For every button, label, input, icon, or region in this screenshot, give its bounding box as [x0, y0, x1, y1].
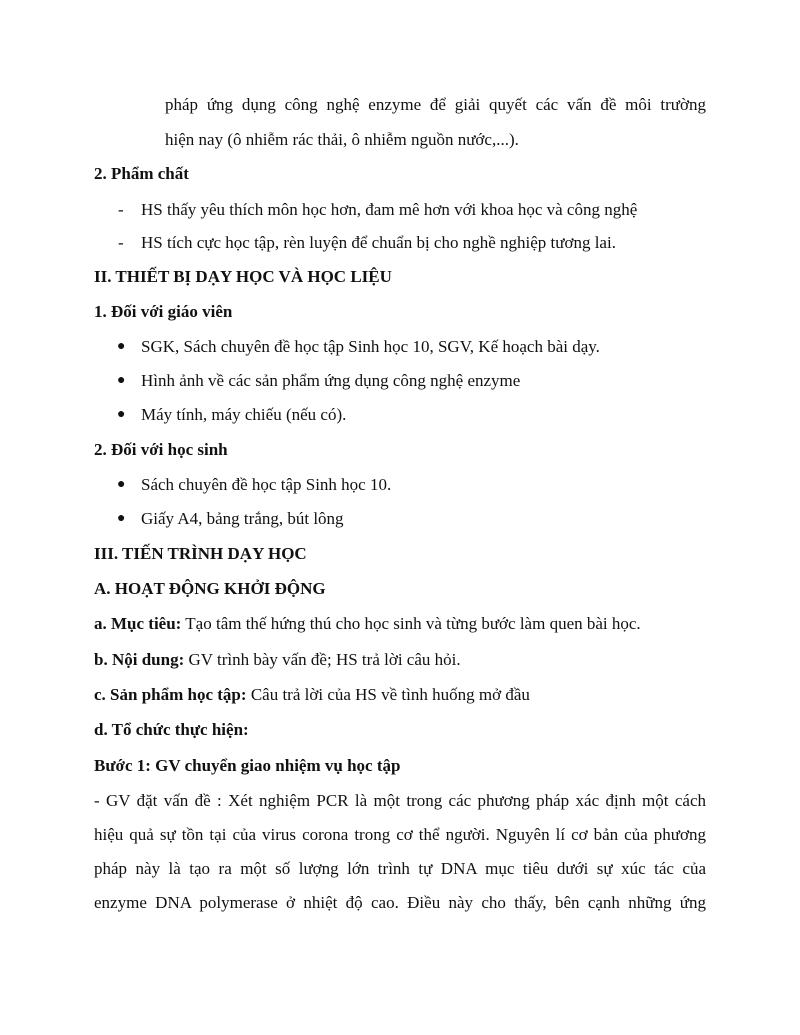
section-heading-a: A. HOẠT ĐỘNG KHỞI ĐỘNG: [94, 579, 326, 598]
noi-dung-text: GV trình bày vấn đề; HS trả lời câu hỏi.: [184, 650, 461, 669]
list-item-text: HS thấy yêu thích môn học hơn, đam mê hơn với khoa học và công nghệ: [141, 200, 638, 219]
intro-line-1: pháp ứng dụng công nghệ enzyme để giải quyết các vấn đề môi trường: [165, 95, 706, 114]
muc-tieu-line: [94, 613, 641, 635]
san-pham-line: [94, 684, 530, 706]
bullet-marker: ●: [117, 373, 126, 388]
section-heading-ii: II. THIẾT BỊ DẠY HỌC VÀ HỌC LIỆU: [94, 267, 392, 286]
bullet-marker: ●: [117, 407, 126, 422]
list-item-text: Máy tính, máy chiếu (nếu có).: [141, 405, 347, 424]
list-item-text: Sách chuyên đề học tập Sinh học 10.: [141, 475, 392, 494]
dash-marker: -: [118, 233, 124, 252]
paragraph-line-2: hiệu quả sự tồn tại của virus corona trong cơ thể người. Nguyên lí cơ bản của phương: [94, 825, 706, 844]
bullet-marker: ●: [117, 511, 126, 526]
list-item-text: Giấy A4, bảng trắng, bút lông: [141, 509, 344, 528]
san-pham-text: Câu trả lời của HS về tình huống mở đầu: [246, 685, 530, 704]
dash-marker: -: [118, 200, 124, 219]
noi-dung-line: [94, 649, 461, 671]
list-item-text: SGK, Sách chuyên đề học tập Sinh học 10, SGV, Kế hoạch bài dạy.: [141, 337, 600, 356]
heading-hoc-sinh: 2. Đối với học sinh: [94, 440, 228, 459]
heading-giao-vien: 1. Đối với giáo viên: [94, 302, 233, 321]
bullet-marker: ●: [117, 339, 126, 354]
intro-line-2: hiện nay (ô nhiễm rác thải, ô nhiễm nguồn nước,...).: [165, 130, 519, 149]
buoc-1-heading: Bước 1: GV chuyển giao nhiệm vụ học tập: [94, 756, 401, 775]
list-item-text: Hình ảnh về các sản phẩm ứng dụng công nghệ enzyme: [141, 371, 521, 390]
heading-pham-chat: 2. Phẩm chất: [94, 164, 189, 183]
paragraph-line-1: - GV đặt vấn đề : Xét nghiệm PCR là một trong các phương pháp xác định một cách: [94, 791, 706, 810]
paragraph-line-3: pháp này là tạo ra một số lượng lớn trình tự DNA mục tiêu dưới sự xúc tác của: [94, 859, 706, 878]
section-heading-iii: III. TIẾN TRÌNH DẠY HỌC: [94, 544, 307, 563]
to-chuc-label: d. Tổ chức thực hiện:: [94, 720, 249, 739]
muc-tieu-text: Tạo tâm thế hứng thú cho học sinh và từng bước làm quen bài học.: [181, 614, 641, 633]
bullet-marker: ●: [117, 477, 126, 492]
list-item-text: HS tích cực học tập, rèn luyện để chuẩn bị cho nghề nghiệp tương lai.: [141, 233, 616, 252]
muc-tieu-label: a. Mục tiêu:: [94, 614, 182, 633]
san-pham-label: c. Sản phẩm học tập:: [94, 685, 247, 704]
noi-dung-label: b. Nội dung:: [94, 650, 185, 669]
paragraph-line-4: enzyme DNA polymerase ở nhiệt độ cao. Điều này cho thấy, bên cạnh những ứng: [94, 893, 706, 912]
